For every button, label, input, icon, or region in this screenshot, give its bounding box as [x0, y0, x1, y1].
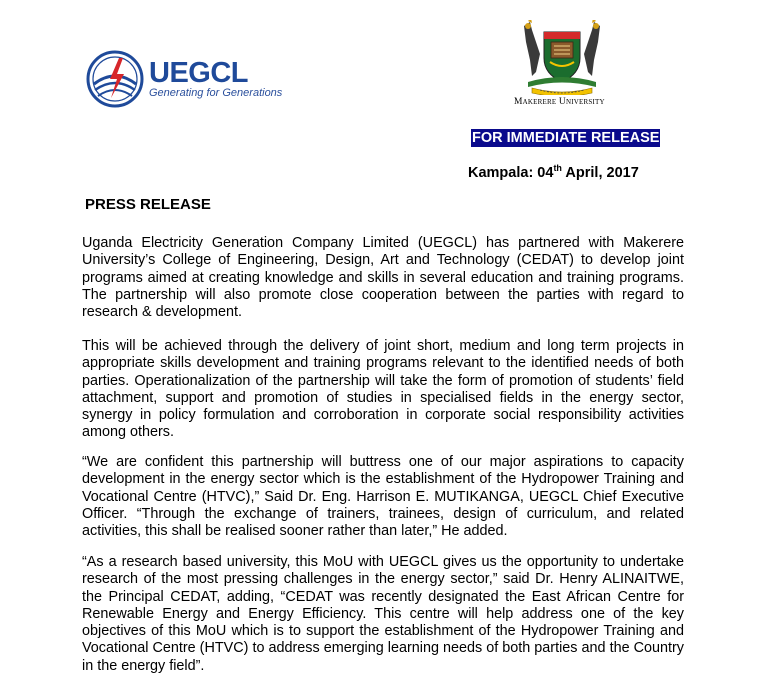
makerere-university-name: Makerere University [514, 97, 605, 107]
makerere-crest-icon [518, 20, 606, 95]
uegcl-logo-icon [86, 50, 144, 108]
uegcl-name: UEGCL [149, 57, 248, 89]
paragraph-3: “We are confident this partnership will buttress one of our major aspirations to capacity development in the energy sector which is the establishment of the Hydropower Training and Vocational Centre (HTVC),” Said Dr. Eng. Harrison E. MUTIKANGA, UEGCL Chief Executive Officer. “Through the exchange of trainers, trainees, design of curriculum, and related activities, this shall be realised sooner rather than later,” He added. [82, 454, 684, 540]
paragraph-4: “As a research based university, this MoU with UEGCL gives us the opportunity to undertake research of the most pressing challenges in the energy sector,” said Dr. Henry ALINAITWE, the Principal CEDAT, adding, “CEDAT was recently designated the East African Centre for Renewable Energy and Energy Efficiency. This centre will help address one of the key objectives of this MoU which is to support the establishment of the Hydropower Training and Vocational Centre (HTVC) to address emerging learning needs of both parties and the Country in the energy field”. [82, 554, 684, 674]
press-release-title: PRESS RELEASE [85, 196, 211, 213]
dateline [468, 163, 639, 181]
dateline-prefix: Kampala: 04 [468, 164, 554, 181]
dateline-suffix: April, 2017 [561, 164, 639, 181]
release-banner: FOR IMMEDIATE RELEASE [472, 130, 660, 146]
uegcl-tagline: Generating for Generations [149, 87, 283, 99]
uegcl-logo [86, 50, 286, 110]
paragraph-2: This will be achieved through the delivery of joint short, medium and long term projects in appropriate skills development and training programs relevant to the identified needs of both parties. Operationalization of the partnership will take the form of promotion of students’ field attachment, support and promotion of studies in specialised fields in the energy sector, synergy in policy formulation and corroboration in corporate social responsibility activities among others. [82, 338, 684, 441]
dateline-ordinal: th [553, 163, 562, 173]
paragraph-1: Uganda Electricity Generation Company Limited (UEGCL) has partnered with Makerere University’s College of Engineering, Design, Art and Technology (CEDAT) to develop joint programs aimed at creating knowledge and skills in several education and training programs. The partnership will also promote close cooperation between the parties with regard to research & development. [82, 235, 684, 321]
